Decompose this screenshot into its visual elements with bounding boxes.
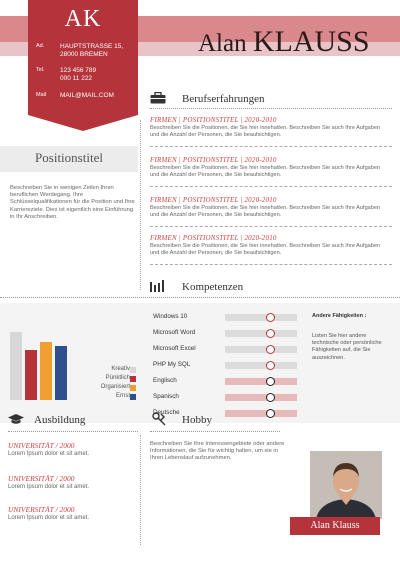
- skill-track: [225, 394, 297, 401]
- personal-skill-bar: [10, 332, 22, 400]
- other-skills-title: Andere Fähigkeiten :: [312, 313, 367, 319]
- experience-1-description: Beschreiben Sie die Positionen, die Sie hier innehatten. Beschreiben Sie auch Ihre Aufgaben und die Anzahl der Personen, die Sie beaufsichtigen.: [150, 125, 381, 138]
- graduation-cap-icon: [8, 414, 24, 425]
- skill-track: [225, 330, 297, 337]
- education-1-title: UNIVERSITÄT / 2000: [8, 441, 75, 450]
- skill-level-knob: [266, 409, 275, 418]
- skill-level-knob: [266, 329, 275, 338]
- experience-separator: [150, 146, 392, 147]
- skill-level-knob: [266, 313, 275, 322]
- education-2-description: Lorem Ipsum dolor et sit amet.: [8, 484, 90, 490]
- education-3-title: UNIVERSITÄT / 2000: [8, 505, 75, 514]
- initials: AK: [64, 6, 102, 32]
- position-description: Beschreiben Sie in wenigen Zeilen Ihren beruflichen Werdegang. Ihre Schlüsselqualifikationen für die Position und Ihre Karriereziele. Dies ist eigentlich eine Einführung in Ihr Anschreiben.: [10, 185, 135, 220]
- skill-track: [225, 378, 297, 385]
- experience-4-title: FIRMEN | POSITIONSTITEL | 2020-2010: [150, 234, 277, 242]
- experience-2-title: FIRMEN | POSITIONSTITEL | 2020-2010: [150, 156, 277, 164]
- skill-level-knob: [266, 393, 275, 402]
- skill-label: Deutsche: [153, 409, 180, 416]
- skill-label: Windows 10: [153, 313, 188, 320]
- first-name: Alan: [198, 30, 247, 57]
- last-name: KLAUSS: [252, 25, 370, 58]
- skill-level-knob: [266, 345, 275, 354]
- bar-chart-icon: [150, 280, 166, 292]
- phone-value: 123 456 789 000 11 222: [60, 67, 97, 82]
- skill-track: [225, 410, 297, 417]
- position-title: Positionstitel: [35, 150, 103, 165]
- skill-label: Microsoft Excel: [153, 345, 196, 352]
- legend-swatch: [130, 385, 136, 391]
- legend-label: Kreativ: [111, 366, 130, 372]
- mail-value: MAIL@MAIL.COM: [60, 92, 114, 99]
- full-name: [198, 25, 370, 59]
- skill-label: Spanisch: [153, 393, 179, 400]
- mail-label: Mail: [36, 92, 47, 98]
- vertical-divider: [140, 120, 141, 290]
- experience-3-description: Beschreiben Sie die Positionen, die Sie hier innehatten. Beschreiben Sie auch Ihre Aufgaben und die Anzahl der Personen, die Sie beaufsichtigen.: [150, 205, 381, 218]
- hobby-icon: [152, 412, 166, 426]
- experience-divider: [150, 108, 392, 109]
- other-skills-description: Listen Sie hier andere technische oder persönliche Fähigkeiten auf, die Sie auszeichnen.: [312, 333, 382, 361]
- competences-divider: [0, 297, 400, 298]
- skill-track: [225, 314, 297, 321]
- skill-label: PHP My SQL: [153, 361, 191, 368]
- education-heading: Ausbildung: [34, 414, 86, 426]
- experience-3-title: FIRMEN | POSITIONSTITEL | 2020-2010: [150, 196, 277, 204]
- legend-label: Ernst: [115, 393, 130, 399]
- education-1-description: Lorem Ipsum dolor et sit amet.: [8, 451, 90, 457]
- phone-label: Tel.: [36, 67, 45, 73]
- legend-swatch: [130, 376, 136, 382]
- hobby-heading: Hobby: [182, 414, 212, 426]
- education-2-title: UNIVERSITÄT / 2000: [8, 474, 75, 483]
- education-3-description: Lorem Ipsum dolor et sit amet.: [8, 515, 90, 521]
- personal-skill-bar: [55, 346, 67, 400]
- experience-separator: [150, 186, 392, 187]
- skill-label: Englisch: [153, 377, 177, 384]
- hobby-divider: [150, 431, 280, 432]
- personal-skill-bar: [25, 350, 37, 400]
- experience-1-title: FIRMEN | POSITIONSTITEL | 2020-2010: [150, 116, 277, 124]
- address-label: Ad.: [36, 43, 45, 49]
- person-photo-icon: [310, 451, 382, 519]
- legend-label: Organisiert: [100, 384, 130, 390]
- skill-track: [225, 362, 297, 369]
- skill-track: [225, 346, 297, 353]
- personal-skill-bar: [40, 342, 52, 400]
- competences-heading: Kompetenzen: [182, 281, 244, 293]
- education-divider: [8, 431, 138, 432]
- legend-swatch: [130, 394, 136, 400]
- experience-2-description: Beschreiben Sie die Positionen, die Sie hier innehatten. Beschreiben Sie auch Ihre Aufgaben und die Anzahl der Personen, die Sie beaufsichtigen.: [150, 165, 381, 178]
- address-value: HAUPTSTRASSE 15, 28000 BREMEN: [60, 43, 124, 58]
- vertical-divider: [140, 435, 141, 545]
- hobby-description: Beschreiben Sie Ihre Interessengebiete oder andere Informationen, die Sie für wichtig halten, um sie in Ihren Lebenslauf aufzunehmen.: [150, 441, 285, 462]
- legend-label: Pünktlich: [105, 375, 130, 381]
- contact-panel-tip: [28, 115, 138, 131]
- photo-name: Alan Klauss: [310, 520, 360, 531]
- profile-photo: [310, 451, 382, 519]
- legend-swatch: [130, 367, 136, 373]
- skill-label: Microsoft Word: [153, 329, 196, 336]
- experience-4-description: Beschreiben Sie die Positionen, die Sie hier innehatten. Beschreiben Sie auch Ihre Aufgaben und die Anzahl der Personen, die Sie beaufsichtigen.: [150, 243, 381, 256]
- experience-separator: [150, 226, 392, 227]
- briefcase-icon: [150, 92, 166, 104]
- experience-heading: Berufserfahrungen: [182, 93, 265, 105]
- skill-level-knob: [266, 377, 275, 386]
- skill-level-knob: [266, 361, 275, 370]
- experience-separator: [150, 264, 392, 265]
